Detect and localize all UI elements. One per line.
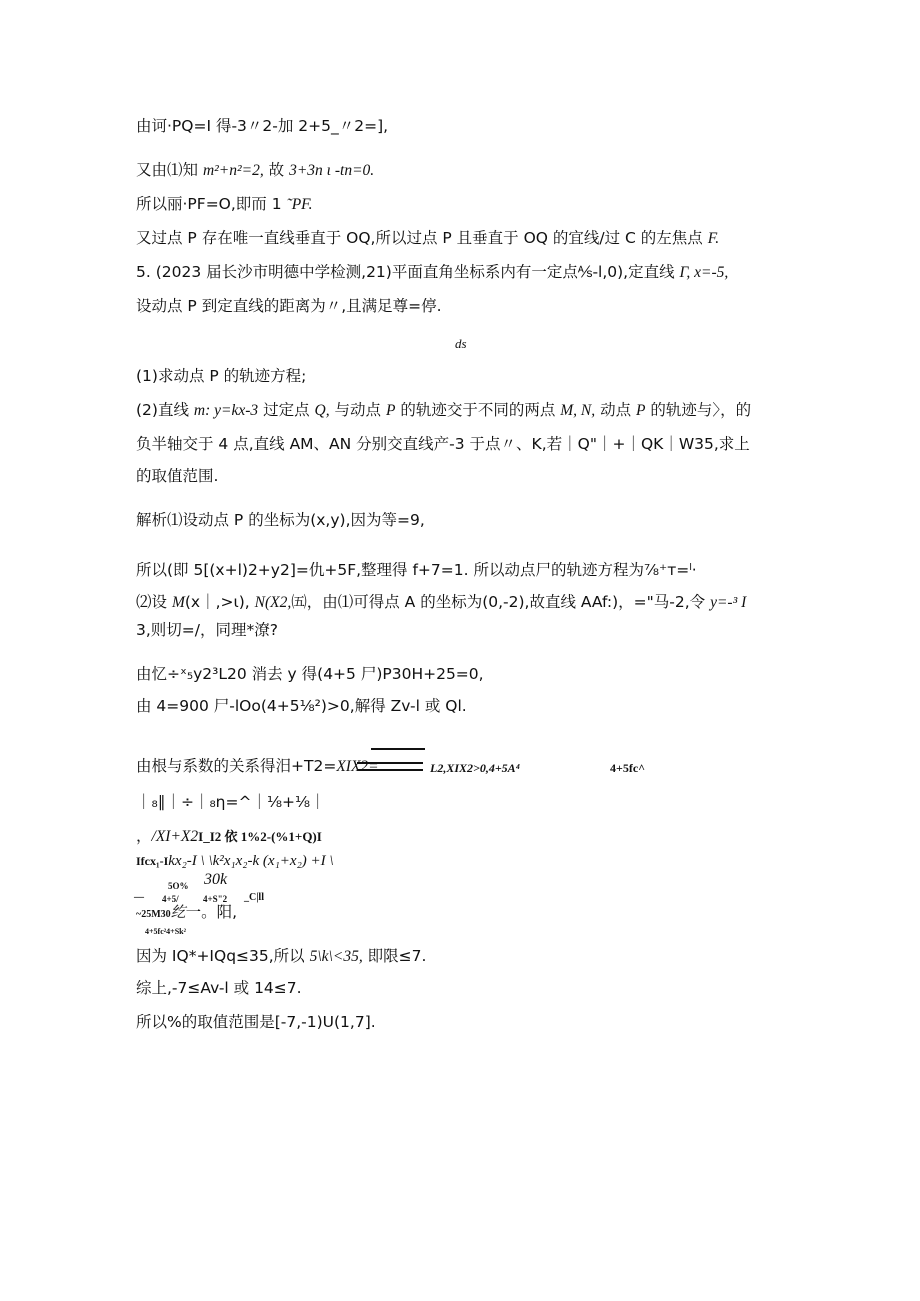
- math-fragment: 5O%: [168, 881, 189, 891]
- math-expression: 5\k\<35,: [309, 948, 363, 965]
- math-expression: y=-³ I: [710, 594, 747, 611]
- math-fragment: 4+S"2: [203, 894, 228, 904]
- math-expression: M: [171, 594, 185, 611]
- math-expression: XIX2=: [336, 758, 379, 775]
- text-span: 所以丽·PF=O,即而 1: [136, 195, 287, 213]
- math-expression: 纥: [170, 905, 186, 921]
- text-span: 的轨迹交于不同的两点: [395, 401, 561, 419]
- solution-line-12: [136, 946, 426, 967]
- question-1: (1)求动点 P 的轨迹方程;: [136, 367, 307, 385]
- math-expression: Γ, x=-5,: [679, 264, 729, 281]
- text-span: (x｜,>ι),: [184, 593, 255, 611]
- text-span: ㈤，由⑴可得点 A 的坐标为(0,-2),故直线 AAf:)，="马-2,令: [291, 593, 711, 611]
- math-fragment: 4+5/: [162, 894, 179, 904]
- math-fragment: ~25M30: [136, 909, 171, 920]
- math-fragment: Ifcx₁-I: [136, 854, 169, 868]
- text-span: (2)直线: [136, 401, 194, 419]
- solution-line-3: [136, 592, 746, 613]
- problem-5-line-1: [136, 262, 728, 283]
- math-expression: m: y=kx-3: [193, 402, 259, 419]
- fraction-bar: [371, 748, 425, 750]
- math-fragment: _C|ll: [244, 892, 264, 903]
- text-line-4: [136, 228, 719, 249]
- solution-line-10: [136, 850, 334, 871]
- math-expression: M, N,: [560, 402, 596, 419]
- solution-line-5: 由忆÷ˣ₅y2³L20 消去 y 得(4+5 尸)P30H+25=0,: [136, 665, 484, 683]
- math-expression: kx₂-I \ \k²x₁x₂-k (x₁+x₂) +I \: [168, 853, 334, 869]
- text-span: 5. (2023 届长沙市明德中学检测,21)平面直角坐标系内有一定点⅍-l,0),定直线: [136, 263, 680, 281]
- text-span: 故: [263, 161, 290, 179]
- text-span: 因为 IQ*+IQq≤35,所以: [136, 947, 310, 965]
- problem-5-line-2: 设动点 P 到定直线的距离为〃,且满足尊=停.: [136, 297, 442, 315]
- text-span: 又由⑴知: [136, 161, 203, 179]
- math-expression: ˜PF.: [286, 196, 313, 213]
- fraction-fragment: ds: [455, 336, 467, 351]
- solution-line-7: [136, 756, 379, 777]
- math-expression: N(X2,: [254, 594, 292, 611]
- math-expression: P: [636, 402, 646, 419]
- question-2-line-1: [136, 400, 751, 421]
- text-span: 动点: [595, 401, 636, 419]
- text-span: 又过点 P 存在唯一直线垂直于 OQ,所以过点 P 且垂直于 OQ 的宜线/过 C 的左焦点: [136, 229, 708, 247]
- text-line-2: [136, 160, 374, 181]
- math-expression: m²+n²=2,: [202, 162, 264, 179]
- solution-line-9: [136, 826, 322, 847]
- solution-line-4: 3,则切=/，同理*潦?: [136, 621, 278, 639]
- question-2-line-3: 的取值范围.: [136, 467, 219, 485]
- text-span: 的轨迹与〉，的: [645, 401, 752, 419]
- math-fragment: 4+5fc²4+Sk²: [145, 927, 187, 936]
- math-fragment: I_I2 依 1%2-(%1+Q)I: [198, 829, 322, 844]
- math-fragment: —: [134, 892, 144, 903]
- text-span: 一。阳,: [185, 903, 238, 921]
- math-expression: /XI+X2: [151, 828, 199, 845]
- text-span: 即限≤7.: [362, 947, 427, 965]
- math-expression: 3+3n ι -tn=0.: [289, 162, 375, 179]
- solution-line-2: 所以(即 5[(x+l)2+y2]=仇+5F,整理得 f+7=1. 所以动点尸的轨迹方程为⅞⁺т=ˡ·: [136, 561, 697, 579]
- solution-line-6: 由 4=900 尸-lOo(4+5⅛²)>0,解得 Zv-l 或 Ql.: [136, 697, 467, 715]
- math-fragment: 4+5fc^: [610, 761, 646, 775]
- text-line-1: 由诃·PQ=I 得-3〃2-加 2+5_〃2=],: [136, 117, 389, 135]
- math-fragment: L2,XIX2>0,4+5A⁴: [430, 761, 520, 775]
- question-2-line-2: 负半轴交于 4 点,直线 AM、AN 分别交直线产-3 于点〃、K,若｜Q"｜+｜QK｜W35,求上: [136, 435, 750, 453]
- text-span: 与动点: [329, 401, 386, 419]
- text-line-3: [136, 194, 313, 215]
- text-span: ⑵设: [136, 593, 172, 611]
- solution-line-13: 综上,-7≤Av-l 或 14≤7.: [136, 979, 302, 997]
- solution-line-14: 所以%的取值范围是[-7,-1)U(1,7].: [136, 1013, 376, 1031]
- math-expression: F.: [707, 230, 720, 247]
- math-expression: 30k: [204, 871, 228, 888]
- text-span: 过定点: [258, 401, 315, 419]
- solution-line-1: 解析⑴设动点 P 的坐标为(x,y),因为等=9,: [136, 511, 425, 529]
- solution-line-8: ｜₈∥｜÷｜₈η=^｜⅛+⅛｜: [136, 793, 326, 811]
- text-span: 由根与系数的关系得汨+T2=: [136, 757, 337, 775]
- math-expression: Q,: [314, 402, 330, 419]
- text-span: ，: [136, 827, 152, 845]
- math-expression: P: [385, 402, 396, 419]
